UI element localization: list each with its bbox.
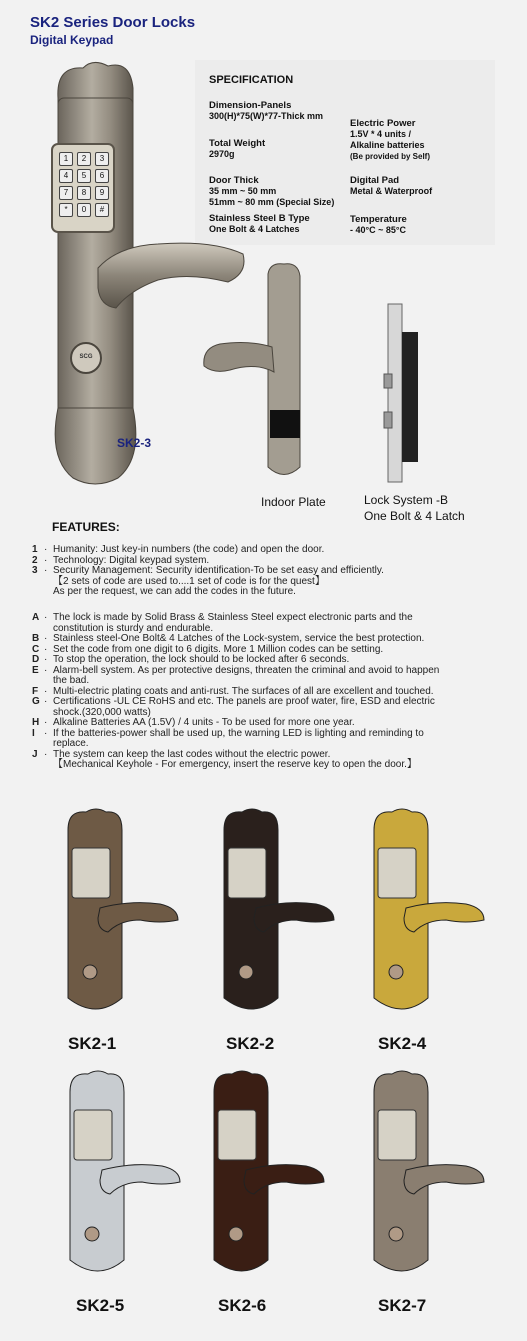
keypad-key: 7 <box>59 186 73 200</box>
lock-system-subcaption: One Bolt & 4 Latch <box>364 509 465 523</box>
model-label-sk2-1: SK2-1 <box>68 1034 117 1053</box>
feature-text: To stop the operation, the lock should to be locked after 6 seconds. <box>53 654 350 665</box>
feature-key: J <box>32 748 38 760</box>
main-keypad <box>59 152 111 217</box>
model-lock-sk2-7 <box>366 1070 491 1280</box>
feature-text: Set the code from one digit to 6 digits. More 1 Million codes can be setting. <box>53 643 384 655</box>
feature-item: E · Alarm-bell system. As per protective designs, threaten the criminal and avoid to happen the bad. <box>32 666 453 687</box>
spec-pad <box>350 175 432 197</box>
spec-pad-label: Digital Pad <box>350 175 400 186</box>
badge-logo-text: SCG <box>79 354 93 360</box>
keypad-key: * <box>59 203 73 217</box>
feature-text: If the batteries-power shall be used up, the warning LED is lighting and reminding to replace. <box>53 727 424 749</box>
features-lettered-list <box>32 613 453 771</box>
spec-power-note: (Be provided by Self) <box>350 152 431 161</box>
feature-key: 2 <box>32 554 38 566</box>
feature-key: A <box>32 612 40 623</box>
feature-item: 3 · Security Management: Security identification-To be set easy and efficiently. <box>32 566 453 577</box>
feature-item: G · Certifications -UL CE RoHS and etc. The panels are proof water, fire, ESD and electric shock.(320,000 watts) <box>32 697 453 718</box>
feature-item: A · The lock is made by Solid Brass & Stainless Steel expect electronic parts and the constitution is sturdy and endurable. <box>32 613 453 634</box>
keypad-key: 6 <box>95 169 109 183</box>
lock-system-caption: Lock System -B <box>364 493 449 507</box>
keypad-key: 2 <box>77 152 91 166</box>
keypad-key: # <box>95 203 109 217</box>
sk2-3-label: SK2-3 <box>117 436 152 450</box>
lock-system-image <box>376 302 421 484</box>
feature-key: 1 <box>32 544 38 555</box>
feature-key: I <box>32 727 35 739</box>
feature-key: B <box>32 633 40 644</box>
model-lock-sk2-5 <box>62 1070 187 1280</box>
spec-steel-value: One Bolt & 4 Latches <box>209 224 300 234</box>
feature-text: Humanity: Just key-in numbers (the code) and open the door. <box>53 544 325 555</box>
feature-key: D <box>32 654 40 665</box>
spec-dimension-label: Dimension-Panels <box>209 100 292 111</box>
feature-text: Certifications -UL CE RoHS and etc. The panels are proof water, fire, ESD and electric shock.(320,000 watts) <box>53 696 435 718</box>
spec-door-label: Door Thick <box>209 175 259 186</box>
model-lock-sk2-2 <box>216 808 341 1018</box>
feature-note: 【Mechanical Keyhole - For emergency, insert the reserve key to open the door.】 <box>53 759 417 770</box>
spec-temperature <box>350 214 407 236</box>
feature-item: 1 · Humanity: Just key-in numbers (the code) and open the door. <box>32 545 453 556</box>
feature-text: Security Management: Security identification-To be set easy and efficiently. <box>53 565 384 576</box>
feature-text: Alkaline Batteries AA (1.5V) / 4 units - To be used for more one year. <box>53 717 355 728</box>
feature-item: 2 · Technology: Digital keypad system. <box>32 556 453 567</box>
model-lock-sk2-6 <box>206 1070 331 1280</box>
model-label-sk2-4: SK2-4 <box>378 1034 427 1053</box>
spec-weight-value: 2970g <box>209 149 235 159</box>
feature-key: G <box>32 696 40 707</box>
spec-power-value-2: Alkaline batteries <box>350 140 425 150</box>
indoor-plate-image <box>200 262 325 482</box>
model-label-sk2-6: SK2-6 <box>218 1296 267 1315</box>
feature-key: E <box>32 664 39 676</box>
keypad-key: 8 <box>77 186 91 200</box>
spec-weight <box>209 138 265 160</box>
spec-heading: SPECIFICATION <box>209 74 294 86</box>
feature-item: C · Set the code from one digit to 6 digits. More 1 Million codes can be setting. <box>32 645 453 656</box>
feature-text: The lock is made by Solid Brass & Stainless Steel expect electronic parts and the constitution is sturdy and endurable. <box>53 612 413 634</box>
feature-text: Alarm-bell system. As per protective designs, threaten the criminal and avoid to happen the bad. <box>53 664 440 686</box>
model-label-sk2-7: SK2-7 <box>378 1296 427 1315</box>
feature-text: Technology: Digital keypad system. <box>53 554 210 566</box>
page-title: SK2 Series Door Locks <box>30 14 196 31</box>
feature-text: Multi-electric plating coats and anti-rust. The surfaces of all are excellent and touched. <box>53 685 434 697</box>
spec-steel-label: Stainless Steel B Type <box>209 213 310 224</box>
spec-door-value-2: 51mm ~ 80 mm (Special Size) <box>209 197 335 207</box>
spec-dimension <box>209 100 323 122</box>
feature-key: F <box>32 685 39 697</box>
model-lock-sk2-1 <box>60 808 185 1018</box>
features-heading: FEATURES: <box>52 520 120 534</box>
feature-key: C <box>32 643 40 655</box>
feature-item: H · Alkaline Batteries AA (1.5V) / 4 units - To be used for more one year. <box>32 718 453 729</box>
spec-temp-value: - 40°C ~ 85°C <box>350 225 406 235</box>
page-subtitle: Digital Keypad <box>30 33 114 47</box>
spec-dimension-value: 300(H)*75(W)*77-Thick mm <box>209 111 324 121</box>
indoor-plate-caption: Indoor Plate <box>261 495 326 509</box>
feature-item: F · Multi-electric plating coats and anti-rust. The surfaces of all are excellent and touched. <box>32 687 453 698</box>
keypad-key: 4 <box>59 169 73 183</box>
keypad-key: 5 <box>77 169 91 183</box>
spec-temp-label: Temperature <box>350 214 407 225</box>
keypad-key: 9 <box>95 186 109 200</box>
model-lock-sk2-4 <box>366 808 491 1018</box>
spec-power <box>350 118 430 162</box>
spec-power-value-1: 1.5V * 4 units / <box>350 129 412 139</box>
feature-key: 3 <box>32 565 38 576</box>
spec-door-value-1: 35 mm ~ 50 mm <box>209 186 277 196</box>
spec-steel <box>209 213 310 235</box>
feature-key: H <box>32 717 40 728</box>
feature-item: I · If the batteries-power shall be used up, the warning LED is lighting and reminding to replace. <box>32 729 453 750</box>
keypad-key: 1 <box>59 152 73 166</box>
feature-item: J · The system can keep the last codes without the electric power. <box>32 750 453 761</box>
feature-note: As per the request, we can add the codes in the future. <box>53 586 296 597</box>
model-label-sk2-2: SK2-2 <box>226 1034 275 1053</box>
model-label-sk2-5: SK2-5 <box>76 1296 125 1315</box>
keypad-key: 3 <box>95 152 109 166</box>
spec-pad-value: Metal & Waterproof <box>350 186 433 196</box>
spec-power-label: Electric Power <box>350 118 416 129</box>
feature-text: Stainless steel-One Bolt& 4 Latches of the Lock-system, service the best protection. <box>53 633 425 644</box>
feature-item: D · To stop the operation, the lock should to be locked after 6 seconds. <box>32 655 453 666</box>
spec-weight-label: Total Weight <box>209 138 266 149</box>
feature-item: B · Stainless steel-One Bolt& 4 Latches of the Lock-system, service the best protection. <box>32 634 453 645</box>
keypad-key: 0 <box>77 203 91 217</box>
feature-text: The system can keep the last codes without the electric power. <box>53 748 331 760</box>
spec-door <box>209 175 334 208</box>
features-numbered-list <box>32 545 453 598</box>
feature-note: 【2 sets of code are used to....1 set of code is for the quest】 <box>53 575 325 587</box>
